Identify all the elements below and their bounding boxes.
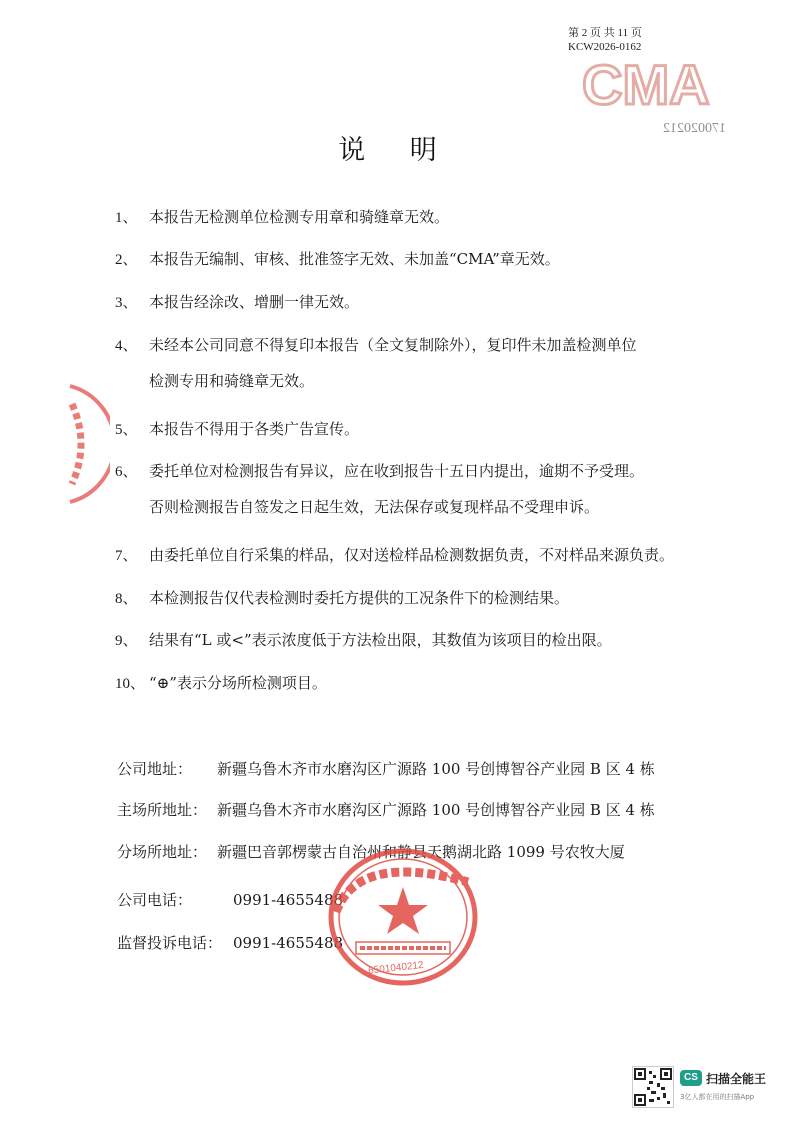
main-site-label: 主场所地址： <box>117 801 208 819</box>
qr-code-icon <box>632 1066 674 1108</box>
note-text-continued: 检测专用和骑缝章无效。 <box>149 372 315 390</box>
note-number: 1、 <box>115 210 138 226</box>
company-phone-row <box>117 889 343 910</box>
company-phone-value: 0991-4655488 <box>233 891 344 909</box>
seam-seal-icon <box>30 384 110 504</box>
complaint-phone-row <box>117 932 343 953</box>
note-number: 10、 <box>115 676 146 692</box>
note-text: 本检测报告仅代表检测时委托方提供的工况条件下的检测结果。 <box>149 589 570 607</box>
note-number: 7、 <box>115 548 138 564</box>
cma-mirror-number: 170020212 <box>663 121 726 136</box>
company-address-label: 公司地址： <box>117 760 193 778</box>
company-address-value: 新疆乌鲁木齐市水磨沟区广源路 100 号创博智谷产业园 B 区 4 栋 <box>217 760 655 778</box>
seal-code-text: 6501040212 <box>367 959 425 977</box>
note-text: “⊕”表示分场所检测项目。 <box>149 674 327 692</box>
page-title: 说 明 <box>338 135 455 166</box>
main-site-value: 新疆乌鲁木齐市水磨沟区广源路 100 号创博智谷产业园 B 区 4 栋 <box>217 801 655 819</box>
app-badge-icon: CS <box>680 1070 702 1086</box>
app-tagline: 3亿人都在用的扫描App <box>680 1093 755 1101</box>
main-site-row <box>117 799 655 820</box>
company-address-row <box>117 758 655 779</box>
note-text: 未经本公司同意不得复印本报告（全文复制除外），复印件未加盖检测单位 <box>149 336 637 354</box>
note-number: 8、 <box>115 591 138 607</box>
branch-site-value: 新疆巴音郭楞蒙古自治州和静县天鹅湖北路 1099 号农牧大厦 <box>217 843 625 861</box>
complaint-phone-label: 监督投诉电话： <box>117 934 223 952</box>
complaint-phone-value: 0991-4655488 <box>233 934 344 952</box>
note-text: 本报告无编制、审核、批准签字无效、未加盖“CMA”章无效。 <box>149 250 560 268</box>
scanner-watermark <box>632 1066 782 1112</box>
report-number: KCW2026-0162 <box>568 41 642 53</box>
cma-mark-text: CMA <box>582 53 710 116</box>
note-number: 6、 <box>115 464 138 480</box>
note-text: 本报告不得用于各类广告宣传。 <box>149 420 360 438</box>
note-number: 4、 <box>115 338 138 354</box>
page-header-info <box>568 26 642 54</box>
note-number: 5、 <box>115 422 138 438</box>
branch-site-label: 分场所地址： <box>117 843 208 861</box>
note-text: 本报告无检测单位检测专用章和骑缝章无效。 <box>149 208 450 226</box>
page-number: 第 2 页 共 11 页 <box>568 27 642 39</box>
note-text-continued: 否则检测报告自签发之日起生效，无法保存或复现样品不受理申诉。 <box>149 498 600 516</box>
note-text: 本报告经涂改、增删一律无效。 <box>149 293 360 311</box>
note-number: 2、 <box>115 252 138 268</box>
note-number: 9、 <box>115 633 138 649</box>
note-text: 由委托单位自行采集的样品，仅对送检样品检测数据负责，不对样品来源负责。 <box>149 546 675 564</box>
note-text: 委托单位对检测报告有异议，应在收到报告十五日内提出，逾期不予受理。 <box>149 462 645 480</box>
company-phone-label: 公司电话： <box>117 891 193 909</box>
app-name: 扫描全能王 <box>706 1072 767 1086</box>
note-text: 结果有“L 或<”表示浓度低于方法检出限，其数值为该项目的检出限。 <box>149 631 612 649</box>
note-number: 3、 <box>115 295 138 311</box>
company-seal-icon <box>318 842 488 992</box>
